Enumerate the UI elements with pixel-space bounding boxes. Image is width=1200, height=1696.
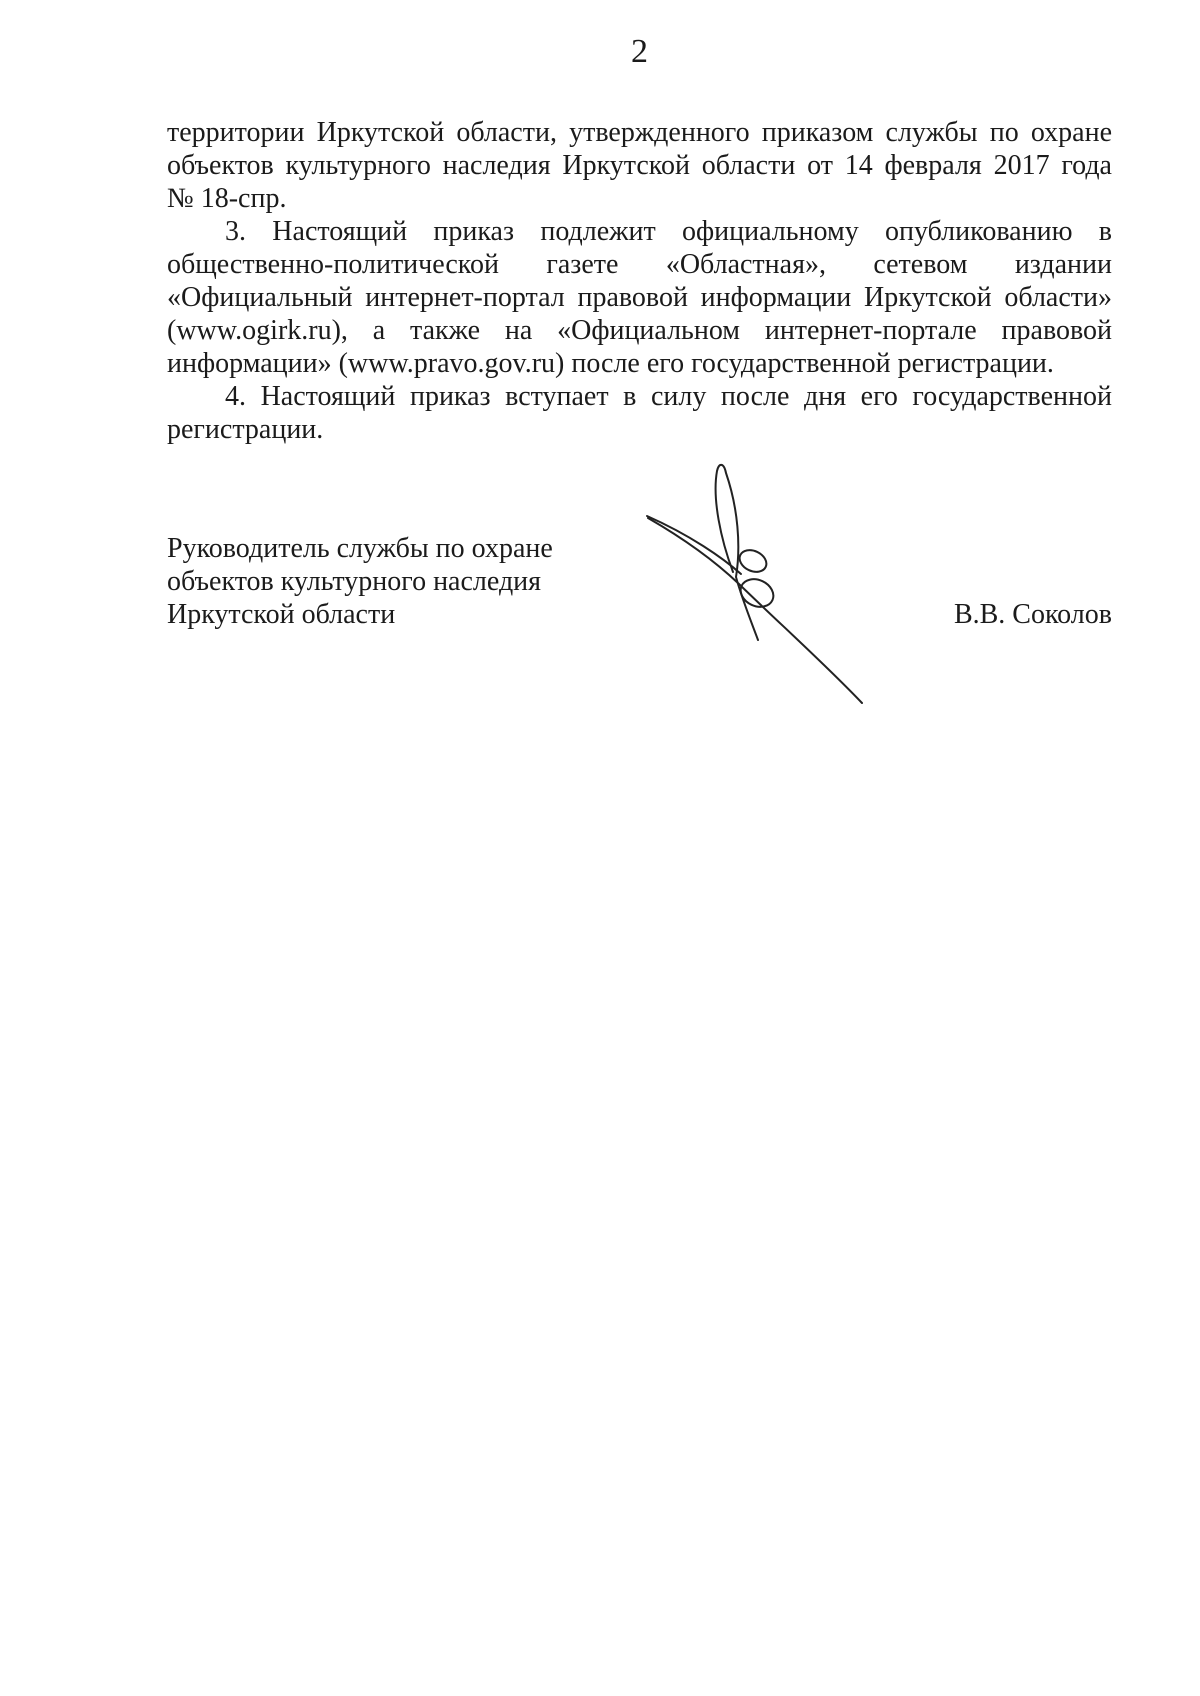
- signer-position-line: Иркутской области: [167, 599, 396, 630]
- body-line: информации» (www.pravo.gov.ru) после его государственной регистрации.: [167, 348, 1054, 379]
- signer-position-line: объектов культурного наследия: [167, 566, 542, 597]
- body-line: 4. Настоящий приказ вступает в силу после дня его государственной: [225, 381, 1112, 412]
- body-line: объектов культурного наследия Иркутской области от 14 февраля 2017 года: [167, 150, 1112, 181]
- signer-position-line: Руководитель службы по охране: [167, 533, 553, 564]
- body-line: «Официальный интернет-портал правовой информации Иркутской области»: [167, 282, 1112, 313]
- body-line: 3. Настоящий приказ подлежит официальному опубликованию в: [225, 216, 1112, 247]
- signer-name: В.В. Соколов: [953, 599, 1112, 630]
- signature-block: [167, 532, 1112, 632]
- body-line: № 18-спр.: [167, 183, 287, 214]
- body-line: территории Иркутской области, утвержденного приказом службы по охране: [167, 117, 1112, 148]
- body-line: (www.ogirk.ru), а также на «Официальном интернет-портале правовой: [167, 315, 1112, 346]
- page-number: 2: [631, 33, 648, 70]
- body-line: регистрации.: [167, 414, 324, 445]
- body-text: [167, 116, 1112, 446]
- body-line: общественно-политической газете «Областная», сетевом издании: [167, 249, 1112, 280]
